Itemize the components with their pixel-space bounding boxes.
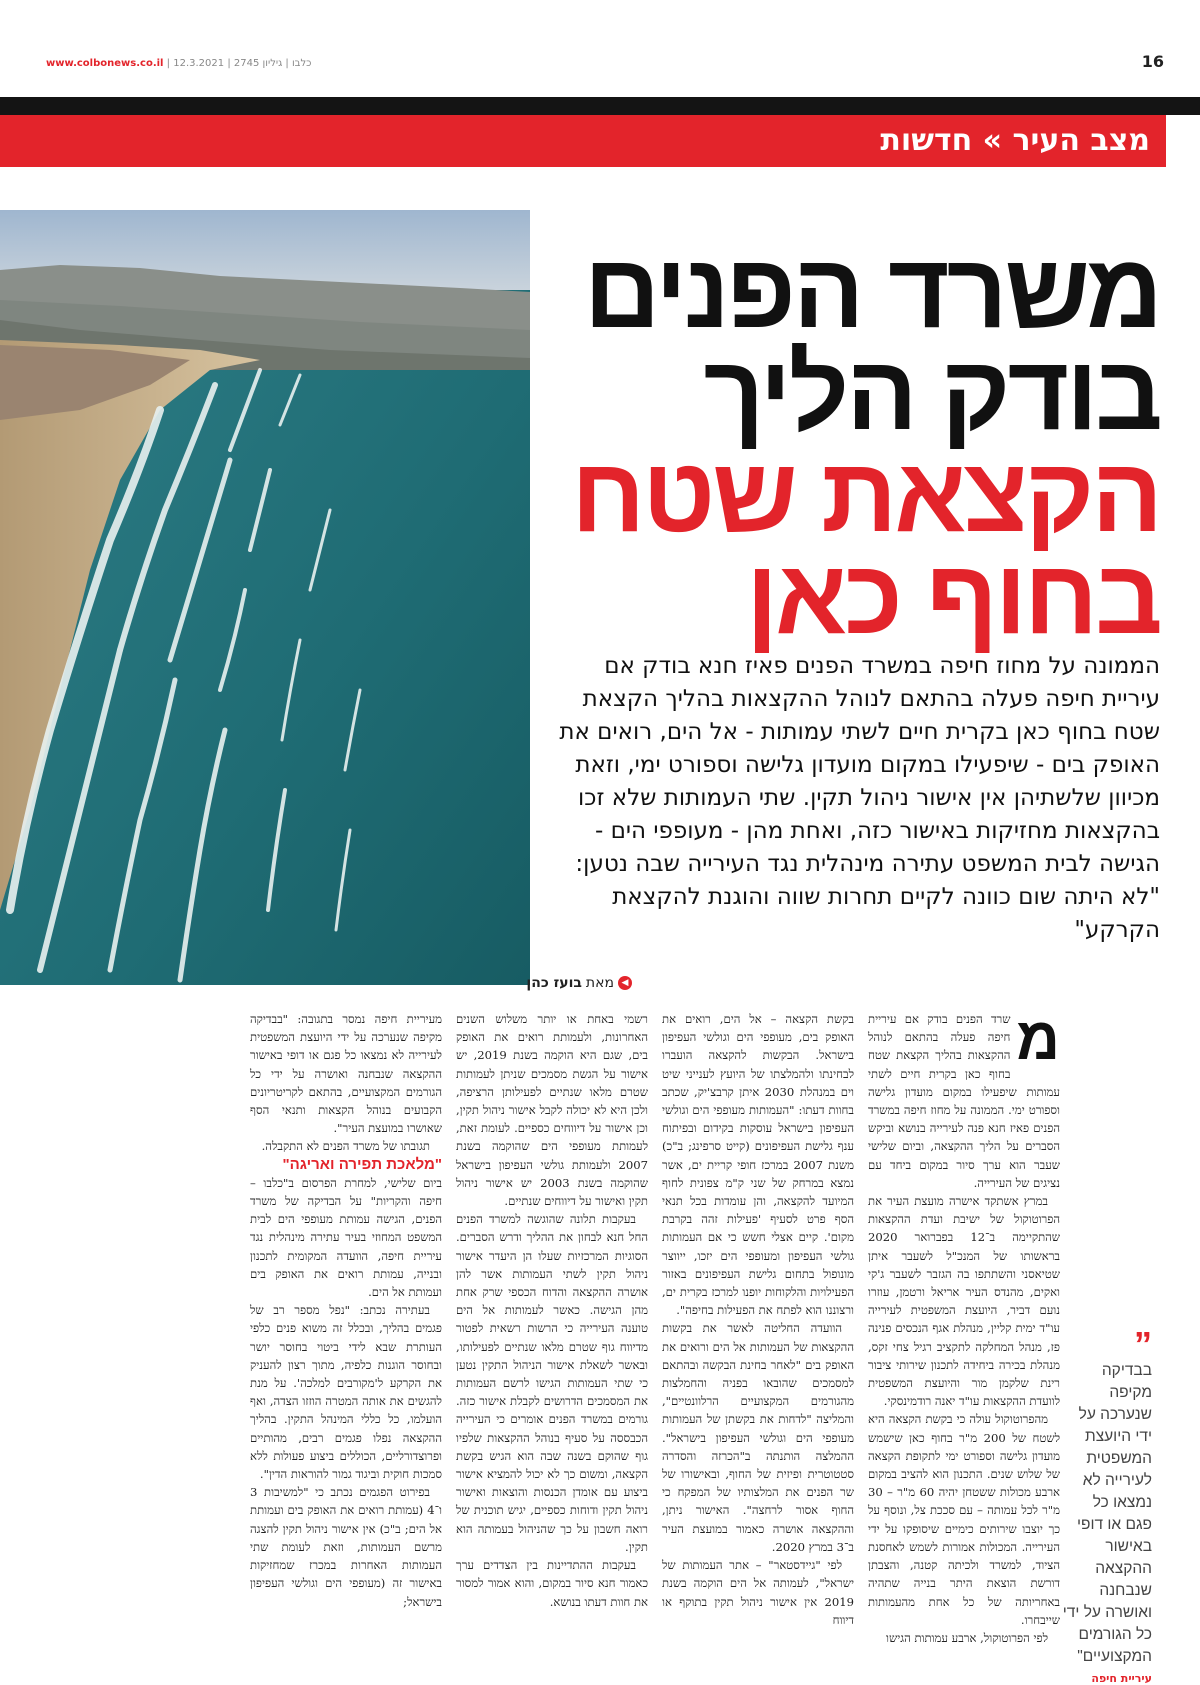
- beach-illustration: [0, 210, 530, 985]
- paragraph: רשמי באחת או יותר משלוש השנים האחרונות, ולעמותת רואים את האופק בים, שגם היא הוקמה בשנת 2019, יש אישור על הגשת מסמכים שניתן לעמותות שטרם מלאו שנתיים לפעילותן הרציפה, ולכן היא לא יכולה לקבל אישור ניהול תקין, וכן אישור על דיווחים כספיים. לעומת זאת, לעמותת מעופפי הים שהוקמה בשנת 2007 ולעמותת גולשי העפיפון בישראל שהוקמה בשנת 2003 יש אישור ניהול תקין ואישור על דיווחים שנתיים.: [456, 1012, 648, 1209]
- top-black-bar: [0, 97, 1200, 115]
- issue-info: | כלבו | גיליון 2745 | 12.3.2021: [166, 58, 312, 69]
- headline: [548, 232, 1160, 656]
- paragraph: מעיריית חיפה נמסר בתגובה: "בבדיקה מקיפה שנערכה על ידי היועצת המשפטית לעירייה לא נמצאו כל פגם או דופי באישור ההקצאה שנבחנה ואושרה על ידי כל הגורמים המקצועיים, בהתאם לקריטריונים הקבועים בנוהל הקצאות ותנאי הסף שאושרו במועצת העיר".: [250, 1012, 442, 1136]
- paragraph: בפירוט הפגמים נכתב כי "למשיבות 3 ו־4 (עמותת רואים את האופק בים ועמותת אל הים; ב"כ) אין אישור ניהול תקין להצגה מרשם העמותות, וזאת לעומת שתי העמותות האחרות במכרז שמחזיקות באישור זה (מעופפי הים וגולשי העפיפון בישראל;: [250, 1485, 442, 1609]
- drop-cap: מ: [1016, 1005, 1060, 1072]
- paragraph: שרד הפנים בודק אם עיריית חיפה פעלה בהתאם לנוהל ההקצאות בהליך הקצאת שטח בחוף כאן בקרית חיים לשתי עמותות שיפעילו במקום מועדון גלישה וספורט ימי. הממונה על מחוז חיפה במשרד הפנים פאיז חנא פנה לעירייה בנושא וביקש הסברים על הליך ההקצאה, וביום שלישי שעבר הוא ערך סיור במקום ביחד עם נציגים של העירייה.: [868, 1012, 1060, 1190]
- paragraph: בקשת הקצאה – אל הים, רואים את האופק בים, מעופפי הים וגולשי העפיפון בישראל. הבקשות להקצאה הועברו לבחינתו ולהמלצתו של היועץ לענייני שיט וים במנהלת 2030 איתן קרבצ'יק, שכתב בחוות דעתו: "העמותות מעופפי הים וגולשי העפיפון בישראל עוסקות בקידום ובפיתוח ענף גלישת העפיפונים (קייט סרפינג; ב"כ) משנת 2007 במרכז חופי קריית ים, אשר נמצא במרחק של שני ק"מ צפונית לחוף המיועד להקצאה, והן עומדות בכל תנאי הסף פרט לסעיף 'פעילות זהה בקרבת מקום'. קיים אצלי חשש כי אם העמותות גולשי העפיפון ומעופפי הים יזכו, ייווצר מונופול בתחום גלישת העפיפונים באזור הפעילויות והלקוחות יופנו למרכז בקרית ים, ורצוננו הוא לפתח את הפעילות בחיפה".: [662, 1012, 855, 1318]
- beach-aerial-photo: [0, 210, 530, 985]
- paragraph: במרץ אשתקד אישרה מועצת העיר את הפרוטוקול של ישיבת ועדת ההקצאות שהתקיימה ב־12 בפברואר 2020 בראשותו של המנכ"ל לשעבר איתן שטיאסני והשתתפו בה הגזבר לשעבר ג'קי ואקים, מהנדס העיר אריאל ורטמן, עוזרו נועם דביר, היועצת המשפטית לעירייה עו"ד ימית קליין, מנהלת אגף הנכסים פנינה פז, מנהל המחלקה לתקציב רגיל צחי זקס, מנהלת בכירה ביחידה לתכנון שירותי ציבור רינת שלקמן מור והיועצת המשפטית לוועדת ההקצאות עו"ד יאנה רודמינסקי.: [868, 1194, 1061, 1409]
- byline-author: בועז כהן: [526, 975, 582, 991]
- byline: [526, 975, 632, 991]
- page-number: 16: [1141, 52, 1164, 71]
- headline-line-1: משרד הפנים: [583, 232, 1160, 350]
- pull-quote: [1062, 1324, 1152, 1685]
- pull-quote-text: בבדיקה מקיפה שנערכה על ידי היועצת המשפטית לעירייה לא נמצאו כל פגם או דופי באישור ההקצאה שנבחנה ואושרה על ידי כל הגורמים המקצועיים": [1062, 1362, 1152, 1665]
- headline-line-2: בודק הליך: [703, 334, 1160, 452]
- headline-line-4: בחוף כאן: [746, 538, 1160, 656]
- site-link[interactable]: www.colbonews.co.il: [46, 58, 164, 69]
- paragraph: ביום שלישי, למחרת הפרסום ב"כלבו – חיפה והקריות" על הבדיקה של משרד הפנים, הגישה עמותת מעופפי הים לבית המשפט המחוזי בעיר עתירה מינהלית נגד עיריית חיפה, הוועדה המקומית לתכנון ובנייה, עמותת רואים את האופק בים ועמותת אל הים.: [250, 1175, 442, 1300]
- pull-quote-credit: עיריית חיפה: [1091, 1672, 1152, 1685]
- article-column-4: [250, 1010, 442, 1630]
- section-banner: [0, 115, 1166, 167]
- paragraph: תגובתו של משרד הפנים לא התקבלה.: [261, 1139, 430, 1154]
- subhead: "מלאכת תפירה ואריגה": [282, 1155, 442, 1173]
- paragraph: לפי "גיידסטאר" – אתר העמותות של ישראל", לעמותה אל הים הוקמה בשנת 2019 אין אישור ניהול תקין בתוקף או דיווח: [662, 1558, 854, 1627]
- article-column-2: [662, 1010, 854, 1630]
- masthead-info: [46, 58, 311, 69]
- paragraph: בעתירה נכתב: "נפל מספר רב של פגמים בהליך, ובכלל זה משוא פנים כלפי העותרת שבא לידי ביטוי בחוסר יושר ובחוסר הוגנות כלפיה, מתוך רצון להעניק את הקרקע ל'מקורבים למלכה'. על מנת להגשים את אותה המטרה הוזזו הצדה, ואף הועלמו, כל כללי המינהל התקין. בהליך ההקצאה נפלו פגמים רבים, מהותיים ופרוצדורליים, הכוללים ביצוע פעולות ללא סמכות חוקית וביגוד גמור להוראות הדין".: [250, 1303, 442, 1482]
- byline-prefix: מאת: [585, 975, 614, 991]
- article-body: [46, 1005, 1061, 1645]
- quote-mark-icon: ”: [1134, 1324, 1152, 1365]
- paragraph: לפי הפרוטוקול, ארבע עמותות הגישו: [886, 1630, 1048, 1645]
- arrow-left-icon: ◀: [618, 976, 632, 990]
- paragraph: בעקבות תלונה שהוגשה למשרד הפנים החל חנא לבחון את ההליך ודרש הסברים. הסוגיות המרכזיות שעלו הן היעדר אישור ניהול תקין לשתי העמותות אשר להן אושרה ההקצאה והדוח הכספי שרק אחת מהן הגישה. כאשר לעמותות אל הים טוענה העירייה כי הרשות רשאית לפטור מדיווח גוף שטרם מלאו שנתיים לפעילותו, ובאשר לשאלת אישור הניהול התקין נטען כי שתי העמותות הגישו לרשם העמותות את המסמכים הדרושים לקבלת אישור כזה. גורמים במשרד הפנים אומרים כי העירייה הכבססה על סעיף בנוהל ההקצאות שלפיו גוף שהוקם בשנה שבה הוא הגיש בקשת הקצאה, ומשום כך לא יכול להמציא אישור ביצוע עם אומדן הכנסות והוצאות ואישור ניהול תקין ודוחות כספיים, יגיש תוכנית של רואה חשבון על כך שהניהול בעמותה הוא תקין.: [456, 1212, 648, 1554]
- article-column-1: [868, 1005, 1061, 1645]
- paragraph: מהפרוטוקול עולה כי בקשת הקצאה היא לשטח של 200 מ"ר בחוף כאן שישמש מועדון גלישה וספורט ימי לתקופת הקצאה של שלוש שנים. התכנון הוא להציב במקום ארבע מכולות ששטחן יהיה 60 מ"ר – 30 מ"ר לכל עמותה – עם סככת צל, ונוסף על כך יוצבו שירותים כימיים שיסופקו על ידי העירייה. המכולות אמורות לשמש לאחסנת הציוד, למשרד ולכיתה קטנה, והצבתן דורשת הוצאת היתר בנייה שתהיה באחריותה של כל אחת מהעמותות שייבחרו.: [868, 1412, 1061, 1627]
- headline-line-3: הקצאת שטח: [571, 436, 1160, 554]
- paragraph: בעקבות ההתדיינות בין הצדדים ערך כאמור חנא סיור במקום, והוא אמור למסור את חוות דעתו בנושא.: [456, 1558, 648, 1609]
- article-column-3: [456, 1010, 648, 1630]
- paragraph: הוועדה החליטה לאשר את בקשות ההקצאות של העמותות אל הים ורואים את האופק בים "לאחר בחינת הבקשה ובהתאם למסמכים שהובאו בפניה והחמלצות מהגורמים המקצועיים הרלוונטיים", והמליצה "לדחות את בקשתן של העמותות מעופפי הים וגולשי העפיפון בישראל". ההמלצה הותנתה ב"הכרזה והסדרה סטטוטרית ופיזית של החוף, ובאישורו של שר הפנים את המלצותיו של המפקח כי החוף אסור לרחצה". האישור ניתן, וההקצאה אושרה כאמור במועצת העיר ב־3 במרץ 2020.: [662, 1321, 854, 1554]
- section-label: מצב העיר » חדשות: [880, 123, 1150, 158]
- lede-paragraph: הממונה על מחוז חיפה במשרד הפנים פאיז חנא בודק אם עיריית חיפה פעלה בהתאם לנוהל ההקצאות בהליך הקצאת שטח בחוף כאן בקרית חיים לשתי עמותות - אל הים, רואים את האופק בים - שיפעילו במקום מועדון גלישה וספורט ימי, וזאת מכיוון שלשתיהן אין אישור ניהול תקין. שתי העמותות שלא זכו בהקצאות מחזיקות באישור כזה, ואחת מהן - מעופפי הים - הגישה לבית המשפט עתירה מינהלית נגד העירייה שבה נטען: "לא היתה שום כוונה לקיים תחרות שווה והוגנת להקצאת הקרקע": [559, 653, 1160, 943]
